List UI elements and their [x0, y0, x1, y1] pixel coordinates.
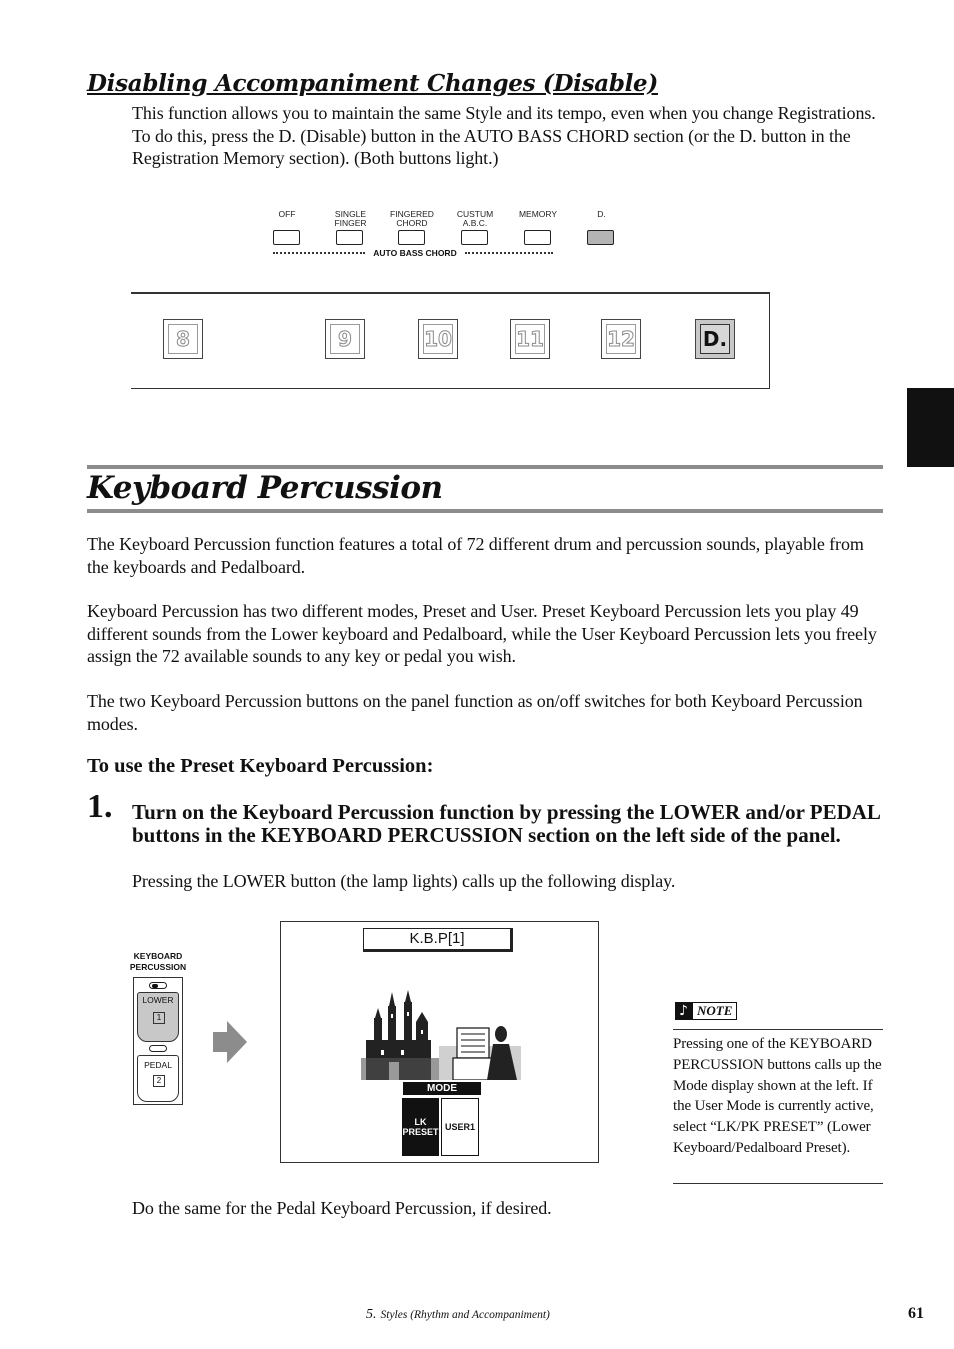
abc-label-single-finger: SINGLE FINGER [334, 209, 367, 228]
title-rule-top [87, 465, 883, 469]
lcd-display [280, 921, 599, 1163]
pedal-button[interactable] [137, 1055, 179, 1102]
abc-custom-abc-button[interactable] [461, 230, 488, 245]
pedal-lamp-icon [149, 1045, 167, 1052]
pedal-button-number: 2 [153, 1075, 165, 1087]
registration-label-12: 12 [606, 324, 636, 354]
registration-label-9: 9 [330, 324, 360, 354]
mode-option-lk-preset[interactable]: LK PRESET [402, 1098, 439, 1156]
kp-paragraph-3: The two Keyboard Percussion buttons on the panel function as on/off switches for both Keyboard Percussion modes. [87, 691, 863, 734]
kp-paragraph-2: Keyboard Percussion has two different modes, Preset and User. Preset Keyboard Percussion lets you play 49 different sounds from the Lower keyboard and Pedalboard, while the User Keyboard Percussion lets you freely assign the 72 available sounds to any key or pedal you wish. [87, 601, 877, 666]
castle-organist-illustration [361, 988, 521, 1080]
kp-panel-title: KEYBOARD PERCUSSION [129, 951, 187, 972]
kp-paragraph-1: The Keyboard Percussion function features a total of 72 different drum and percussion sounds, playable from the keyboards and Pedalboard. [87, 534, 864, 577]
pedal-button-label: PEDAL [144, 1060, 172, 1070]
closing-text: Do the same for the Pedal Keyboard Percussion, if desired. [132, 1198, 552, 1218]
page-number: 61 [908, 1305, 924, 1322]
registration-button-12[interactable] [601, 319, 641, 359]
note-badge [675, 1002, 737, 1020]
abc-section-line-left [273, 252, 365, 254]
registration-button-disable[interactable] [695, 319, 735, 359]
abc-section-label: AUTO BASS CHORD [373, 248, 457, 258]
arrow-right-icon [213, 1021, 248, 1063]
abc-memory-button[interactable] [524, 230, 551, 245]
music-note-icon: ♪ [675, 1002, 692, 1020]
note-rule-top [673, 1029, 883, 1030]
note-rule-bottom [673, 1183, 883, 1184]
title-rule-bottom [87, 509, 883, 513]
lower-lamp-icon [149, 982, 167, 989]
abc-fingered-chord-button[interactable] [398, 230, 425, 245]
abc-label-fingered-chord: FINGERED CHORD [390, 209, 434, 228]
step-title: Turn on the Keyboard Percussion function by pressing the LOWER and/or PEDAL buttons in the KEYBOARD PERCUSSION section on the left side of the panel. [132, 800, 880, 847]
lower-button-label: LOWER [142, 995, 174, 1005]
registration-button-10[interactable] [418, 319, 458, 359]
registration-label-10: 10 [423, 324, 453, 354]
abc-single-finger-button[interactable] [336, 230, 363, 245]
lower-button-number: 1 [153, 1012, 165, 1024]
lower-button[interactable] [137, 992, 179, 1042]
kp-subheading: To use the Preset Keyboard Percussion: [87, 755, 434, 777]
registration-button-8[interactable] [163, 319, 203, 359]
step-number: 1. [87, 788, 113, 825]
abc-label-memory: MEMORY [518, 209, 558, 219]
kp-buttons-panel [133, 977, 183, 1105]
registration-label-11: 11 [515, 324, 545, 354]
step-text: Pressing the LOWER button (the lamp lights) calls up the following display. [132, 871, 676, 891]
abc-label-off: OFF [278, 209, 296, 219]
abc-disable-button[interactable] [587, 230, 614, 245]
footer-chapter-number: 5. [366, 1307, 377, 1322]
registration-label-disable: D. [700, 324, 730, 354]
auto-bass-chord-panel [265, 205, 625, 265]
abc-off-button[interactable] [273, 230, 300, 245]
mode-option-user1[interactable]: USER1 [441, 1098, 479, 1156]
abc-label-disable: D. [597, 209, 606, 219]
lcd-title: K.B.P[1] [363, 928, 513, 952]
section-title-disable: Disabling Accompaniment Changes (Disable) [87, 70, 658, 97]
footer-chapter [366, 1307, 550, 1323]
registration-label-8: 8 [168, 324, 198, 354]
abc-section-line-right [465, 252, 553, 254]
chapter-tab [907, 388, 954, 467]
registration-memory-panel [131, 292, 770, 389]
mode-label: MODE [403, 1082, 481, 1095]
registration-button-11[interactable] [510, 319, 550, 359]
footer-chapter-title: Styles (Rhythm and Accompaniment) [380, 1309, 550, 1321]
section-title-keyboard-percussion: Keyboard Percussion [87, 470, 443, 506]
registration-button-9[interactable] [325, 319, 365, 359]
abc-label-custom-abc: CUSTUM A.B.C. [456, 209, 494, 228]
section-disable-body: This function allows you to maintain the same Style and its tempo, even when you change Registrations. To do this, press the D. (Disable) button in the AUTO BASS CHORD section (or the D. button in the Registration Memory section). (Both buttons light.) [132, 103, 876, 168]
note-text: Pressing one of the KEYBOARD PERCUSSION buttons calls up the Mode display shown at the left. If the User Mode is currently active, select “LK/PK PRESET” (Lower Keyboard/Pedalboard Preset). [673, 1036, 882, 1156]
note-label: NOTE [692, 1002, 737, 1020]
